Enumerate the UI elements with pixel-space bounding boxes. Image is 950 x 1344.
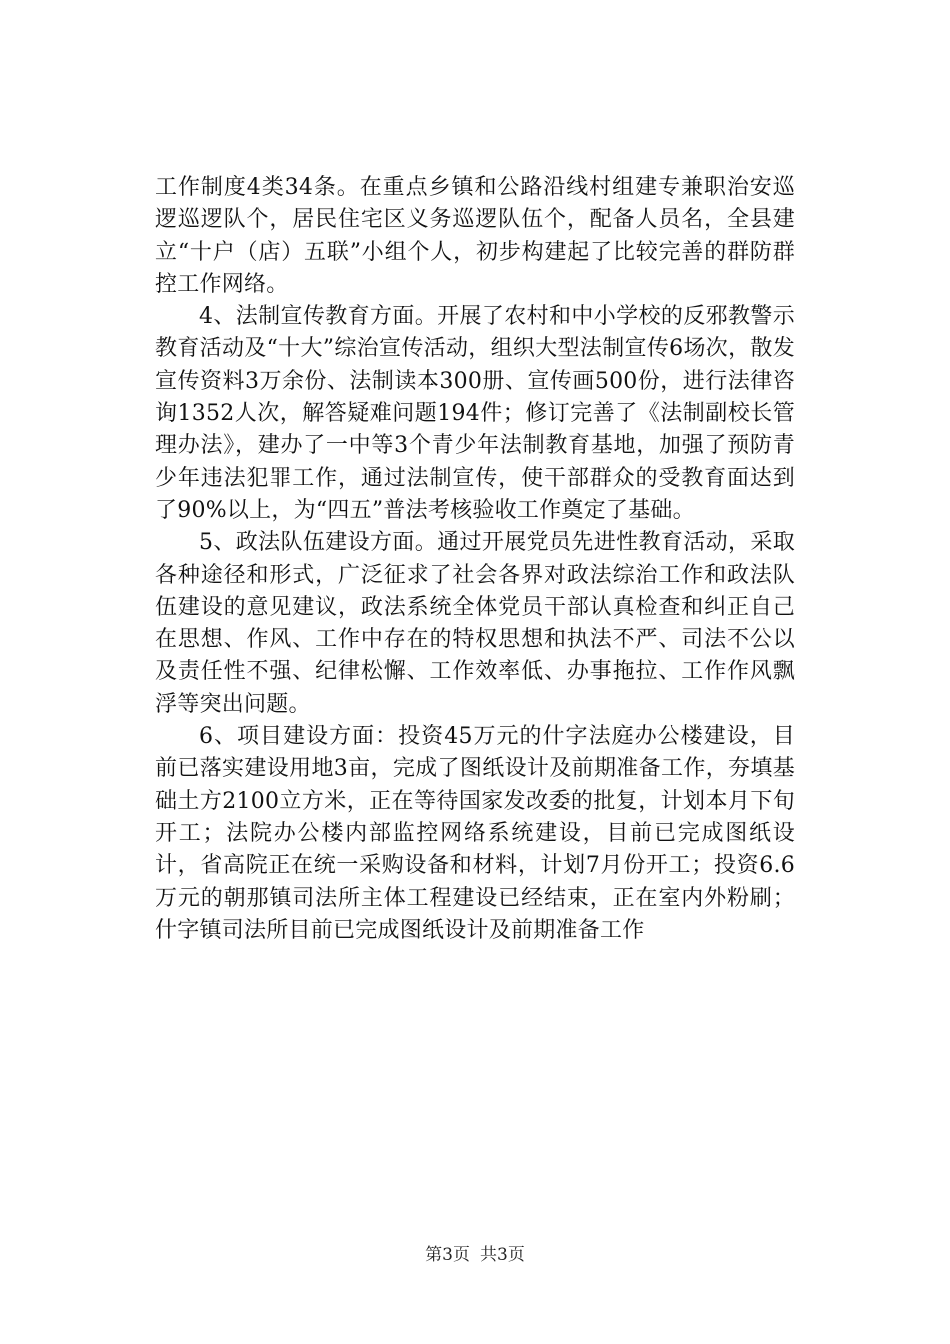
page-total: 共3页 (480, 1245, 525, 1265)
document-body (155, 172, 795, 947)
paragraph-team-building: 5、政法队伍建设方面。通过开展党员先进性教育活动，采取各种途径和形式，广泛征求了社会各界对政法综治工作和政法队伍建设的意见建议，政法系统全体党员干部认真检查和纠正自己在思想、作风、工作中存在的特权思想和执法不严、司法不公以及责任性不强、纪律松懈、工作效率低、办事拖拉、工作作风飘浮等突出问题。 (155, 530, 795, 717)
paragraph-legal-education: 4、法制宣传教育方面。开展了农村和中小学校的反邪教警示教育活动及“十大”综治宣传活动，组织大型法制宣传6场次，散发宣传资料3万余份、法制读本300册、宣传画500份，进行法律咨询1352人次，解答疑难问题194件；修订完善了《法制副校长管理办法》，建办了一中等3个青少年法制教育基地，加强了预防青少年违法犯罪工作，通过法制宣传，使干部群众的受教育面达到了90%以上，为“四五”普法考核验收工作奠定了基础。 (155, 304, 795, 523)
page-number: 第3页 (425, 1245, 470, 1265)
paragraph-project-construction: 6、项目建设方面：投资45万元的什字法庭办公楼建设，目前已落实建设用地3亩，完成了图纸设计及前期准备工作，夯填基础土方2100立方米，正在等待国家发改委的批复，计划本月下旬开工；法院办公楼内部监控网络系统建设，目前已完成图纸设计，省高院正在统一采购设备和材料，计划7月份开工；投资6.6万元的朝那镇司法所主体工程建设已经结束，正在室内外粉刷；什字镇司法所目前已完成图纸设计及前期准备工作 (155, 724, 795, 943)
paragraph-continuation: 工作制度4类34条。在重点乡镇和公路沿线村组建专兼职治安巡逻巡逻队个，居民住宅区义务巡逻队伍个，配备人员名，全县建立“十户（店）五联”小组个人，初步构建起了比较完善的群防群控工作网络。 (155, 175, 795, 297)
page-footer (0, 1245, 950, 1265)
